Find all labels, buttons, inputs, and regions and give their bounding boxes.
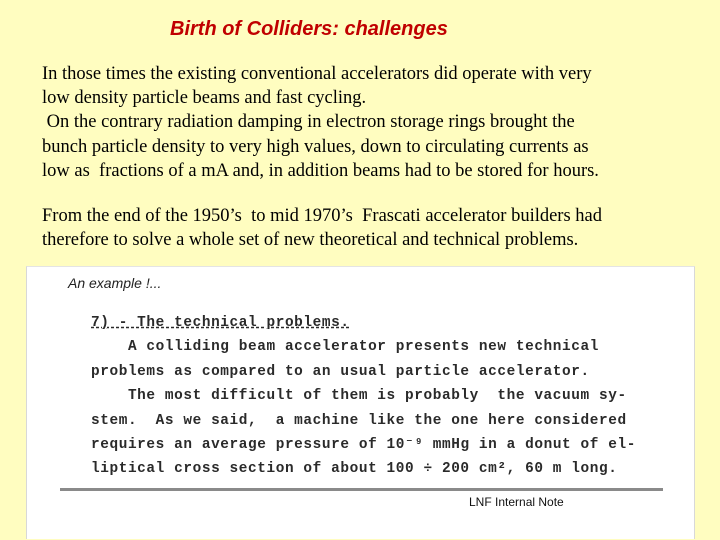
typed-line: liptical cross section of about 100 ÷ 200 cm², 60 m long.	[91, 461, 618, 478]
text-line: therefore to solve a whole set of new theoretical and technical problems.	[42, 230, 579, 251]
text-line: low density particle beams and fast cycling.	[42, 88, 367, 109]
intro-paragraph	[42, 62, 702, 183]
conclusion-paragraph	[42, 204, 702, 252]
example-caption: An example !...	[68, 275, 162, 291]
divider-rule	[60, 488, 663, 491]
scanned-document-excerpt	[26, 266, 695, 539]
typed-line: The most difficult of them is probably the vacuum sy-	[91, 388, 627, 405]
text-line: bunch particle density to very high values, down to circulating currents as	[42, 136, 589, 157]
slide-title: Birth of Colliders: challenges	[170, 18, 448, 40]
typed-line: A colliding beam accelerator presents new technical	[91, 339, 599, 356]
section-heading: 7) - The technical problems.	[91, 315, 350, 331]
text-line: low as fractions of a mA and, in addition beams had to be stored for hours.	[42, 160, 599, 181]
typewritten-text	[91, 311, 636, 482]
text-line: On the contrary radiation damping in electron storage rings brought the	[42, 112, 575, 133]
text-line: From the end of the 1950’s to mid 1970’s Frascati accelerator builders had	[42, 206, 603, 226]
typed-line: problems as compared to an usual particle accelerator.	[91, 363, 590, 380]
text-line: In those times the existing conventional accelerators did operate with very	[42, 64, 592, 84]
typed-line: stem. As we said, a machine like the one here considered	[91, 412, 627, 429]
source-note: LNF Internal Note	[469, 495, 564, 509]
typed-line: requires an average pressure of 10⁻⁹ mmHg in a donut of el-	[91, 437, 636, 454]
